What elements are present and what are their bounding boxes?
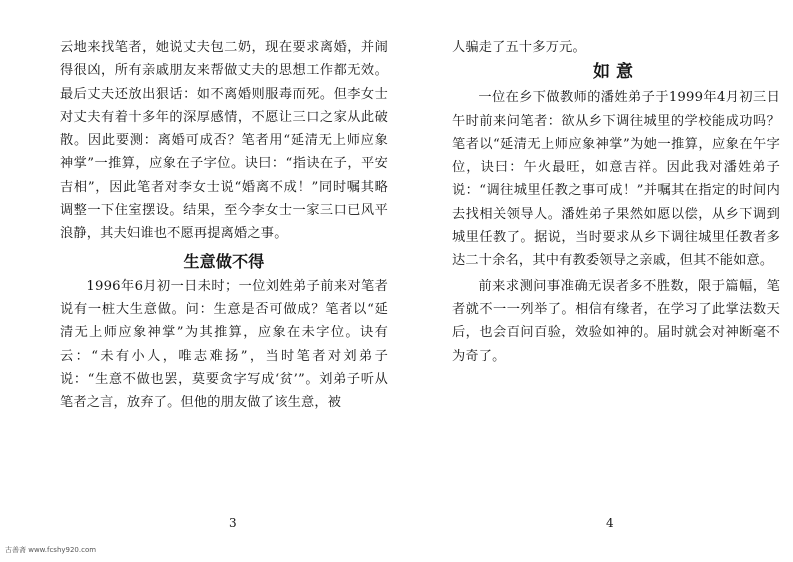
page-number-left: 3 bbox=[229, 516, 237, 530]
right-paragraph-2: 前来求测问事准确无误者多不胜数，限于篇幅，笔者就不一一列举了。相信有缘者，在学习了此掌法数天后，也会百问百验，效验如神的。届时就会对神断毫不为奇了。 bbox=[452, 278, 780, 364]
left-page bbox=[60, 36, 388, 414]
right-paragraph-1: 一位在乡下做教师的潘姓弟子于1999年4月初三日午时前来问笔者：欲从乡下调往城里的学校能成功吗？笔者以“延清无上师应象神掌”为她一推算，应象在午字位，诀曰：午火最旺，如意吉祥。因此我对潘姓弟子说：“调往城里任教之事可成！”并嘱其在指定的时间内去找相关领导人。潘姓弟子果然如愿以偿，从乡下调到城里任教了。据说，当时要求从乡下调往城里任教者多达二十余名，其中有教委领导之亲戚，但其不能如意。 bbox=[452, 90, 780, 269]
left-paragraph-2: 1996年6月初一日未时；一位刘姓弟子前来对笔者说有一桩大生意做。问：生意是否可做成？笔者以“延清无上师应象神掌”为其推算，应象在未字位。诀有云：“未有小人，唯志难扬”，当时笔者对刘弟子说：“生意不做也罢，莫要贪字写成‘贫’”。刘弟子听从笔者之言，放弃了。但他的朋友做了该生意，被 bbox=[60, 278, 388, 411]
right-paragraph-0: 人骗走了五十多万元。 bbox=[452, 40, 586, 55]
page-number-right: 4 bbox=[606, 516, 614, 530]
section-heading-right: 如意 bbox=[593, 62, 639, 83]
site-watermark: 古善斋 www.fcshy920.com bbox=[5, 546, 97, 554]
right-page bbox=[452, 36, 780, 368]
left-paragraph-1: 云地来找笔者，她说丈夫包二奶，现在要求离婚，并闹得很凶，所有亲戚朋友来帮做丈夫的思想工作都无效。最后丈夫还放出狠话：如不离婚则服毒而死。但李女士对丈夫有着十多年的深厚感情，不愿让三口之家从此破散。因此要测：离婚可成否？笔者用“延清无上师应象神掌”一推算，应象在子字位。诀曰：“指诀在子，平安吉相”，因此笔者对李女士说“婚离不成！”同时嘱其略调整一下住室摆设。结果，至今李女士一家三口已风平浪静，其夫妇谁也不愿再提离婚之事。 bbox=[60, 40, 388, 242]
section-heading-left: 生意做不得 bbox=[183, 251, 265, 271]
